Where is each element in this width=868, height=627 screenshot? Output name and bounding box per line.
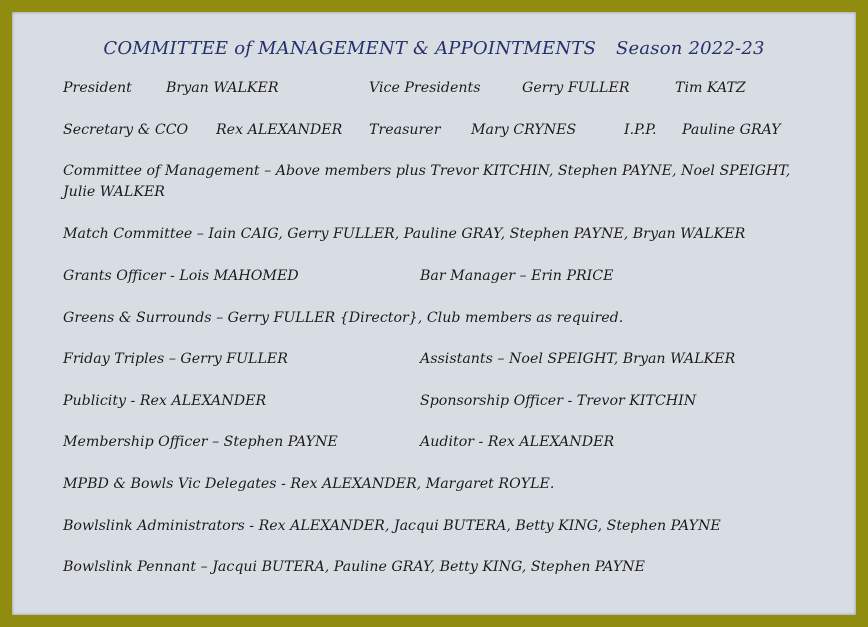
president-label: President bbox=[63, 80, 132, 96]
bowlslink-pennant: Bowlslink Pennant – Jacqui BUTERA, Pauline GRAY, Betty KING, Stephen PAYNE bbox=[63, 559, 645, 575]
membership-officer: Membership Officer – Stephen PAYNE bbox=[63, 434, 338, 450]
vice-presidents-label: Vice Presidents bbox=[369, 80, 481, 96]
president-name: Bryan WALKER bbox=[166, 80, 279, 96]
match-committee: Match Committee – Iain CAIG, Gerry FULLER, Pauline GRAY, Stephen PAYNE, Bryan WALKER bbox=[63, 226, 746, 242]
vice-president-name-1: Gerry FULLER bbox=[522, 80, 630, 96]
publicity: Publicity - Rex ALEXANDER bbox=[63, 393, 267, 409]
page-title bbox=[12, 38, 856, 59]
committee-line-2: Julie WALKER bbox=[63, 184, 165, 200]
title-season: Season 2022-23 bbox=[615, 38, 765, 59]
ipp-name: Pauline GRAY bbox=[682, 122, 781, 138]
greens-surrounds: Greens & Surrounds – Gerry FULLER {Director}, Club members as required. bbox=[63, 310, 624, 326]
treasurer-name: Mary CRYNES bbox=[471, 122, 577, 138]
committee-line-1: Committee of Management – Above members plus Trevor KITCHIN, Stephen PAYNE, Noel SPEIGHT, bbox=[63, 163, 791, 179]
ipp-label: I.P.P. bbox=[624, 122, 657, 138]
secretary-label: Secretary & CCO bbox=[63, 122, 189, 138]
assistants: Assistants – Noel SPEIGHT, Bryan WALKER bbox=[420, 351, 736, 367]
friday-triples: Friday Triples – Gerry FULLER bbox=[63, 351, 288, 367]
officers-row-1 bbox=[12, 80, 856, 100]
delegates: MPBD & Bowls Vic Delegates - Rex ALEXANDER, Margaret ROYLE. bbox=[63, 476, 555, 492]
document-panel bbox=[12, 12, 856, 615]
bar-manager: Bar Manager – Erin PRICE bbox=[420, 268, 614, 284]
title-main: COMMITTEE of MANAGEMENT & APPOINTMENTS bbox=[103, 38, 597, 59]
secretary-name: Rex ALEXANDER bbox=[216, 122, 343, 138]
officers-row-2 bbox=[12, 122, 856, 142]
vice-president-name-2: Tim KATZ bbox=[675, 80, 746, 96]
grants-officer: Grants Officer - Lois MAHOMED bbox=[63, 268, 299, 284]
treasurer-label: Treasurer bbox=[369, 122, 441, 138]
sponsorship-officer: Sponsorship Officer - Trevor KITCHIN bbox=[420, 393, 697, 409]
bowlslink-administrators: Bowlslink Administrators - Rex ALEXANDER, Jacqui BUTERA, Betty KING, Stephen PAYNE bbox=[63, 518, 721, 534]
auditor: Auditor - Rex ALEXANDER bbox=[420, 434, 615, 450]
